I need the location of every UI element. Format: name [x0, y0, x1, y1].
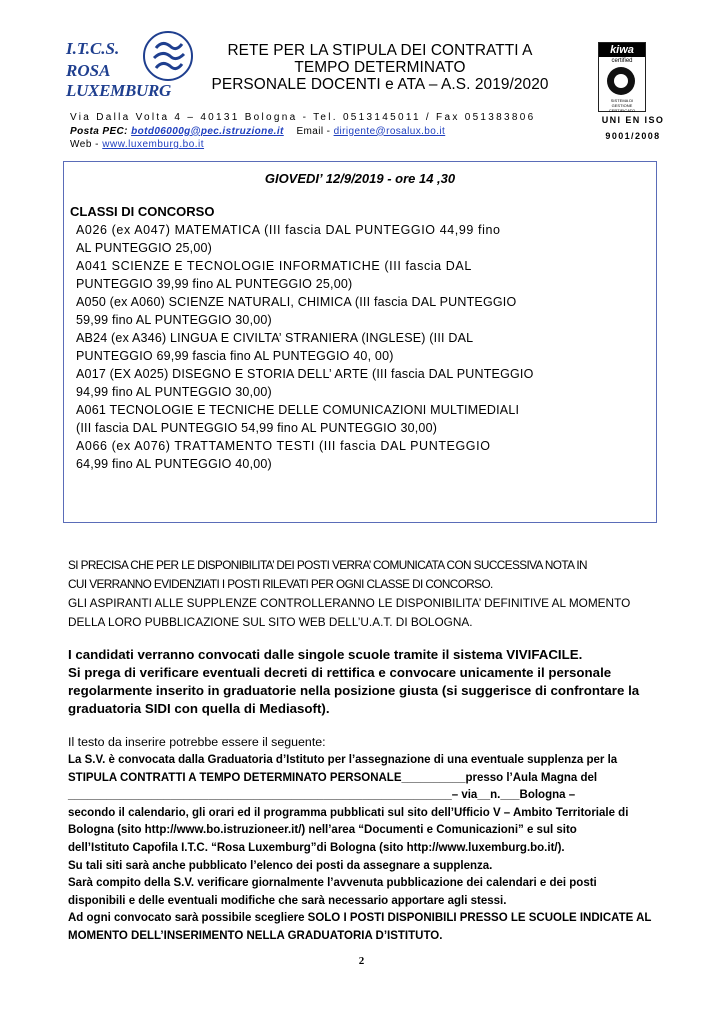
website-link[interactable]: www.luxemburg.bo.it: [102, 139, 205, 150]
testo-line: MOMENTO DELL’INSERIMENTO NELLA GRADUATORIA D’ISTITUTO.: [68, 929, 443, 942]
classe-line: 94,99 fino AL PUNTEGGIO 30,00): [76, 385, 272, 399]
title-line: RETE PER LA STIPULA DEI CONTRATTI A: [227, 42, 533, 59]
candidati-line: I candidati verranno convocati dalle singole scuole tramite il sistema VIVIFACILE.: [68, 647, 583, 662]
iso-line: 9001/2008: [605, 131, 661, 141]
cert-small-text: SISTEMA DI GESTIONE CERTIFICATO: [608, 98, 636, 113]
email-link[interactable]: dirigente@rosalux.bo.it: [333, 125, 446, 137]
address-line: Via Dalla Volta 4 – 40131 Bologna - Tel. 0513145011 / Fax 051383806: [70, 112, 536, 123]
testo-line: Bologna (sito http://www.bo.istruzioneer.it/) nell’area “Documenti e Comunicazioni” e sul sito: [68, 824, 577, 837]
classe-line: A026 (ex A047) MATEMATICA (III fascia DAL PUNTEGGIO 44,99 fino: [76, 223, 501, 237]
classe-line: PUNTEGGIO 39,99 fino AL PUNTEGGIO 25,00): [76, 277, 353, 291]
convocation-date: GIOVEDI’ 12/9/2019 - ore 14 ,30: [264, 171, 456, 186]
classi-list: [76, 221, 651, 473]
testo-intro: Il testo da inserire potrebbe essere il seguente:: [68, 735, 326, 749]
logo-text-line: LUXEMBURG: [66, 81, 171, 100]
note-line: DELLA LORO PUBBLICAZIONE SUL SITO WEB DELL’U.A.T. DI BOLOGNA.: [68, 615, 473, 629]
cert-sub: certified: [611, 58, 633, 64]
classe-line: A050 (ex A060) SCIENZE NATURALI, CHIMICA (III fascia DAL PUNTEGGIO: [76, 295, 517, 309]
candidati-line: Si prega di verificare eventuali decreti di rettifica e convocare unicamente il personale: [68, 665, 612, 680]
classe-line: A061 TECNOLOGIE E TECNICHE DELLE COMUNICAZIONI MULTIMEDIALI: [76, 403, 520, 417]
classe-line: A017 (EX A025) DISEGNO E STORIA DELL’ ARTE (III fascia DAL PUNTEGGIO: [76, 367, 534, 381]
classe-line: (III fascia DAL PUNTEGGIO 54,99 fino AL PUNTEGGIO 30,00): [76, 421, 438, 435]
classe-line: AL PUNTEGGIO 25,00): [76, 241, 213, 255]
document-title: [190, 42, 570, 93]
certification-logo: [598, 42, 648, 114]
testo-line: dell’Istituto Capofila I.T.C. “Rosa Luxemburg”di Bologna (sito http://www.luxemburg.bo.it/).: [68, 841, 565, 854]
testo-line: Sarà compito della S.V. verificare giornalmente l’avvenuta pubblicazione dei calendari e dei posti: [68, 877, 597, 890]
cert-brand: kiwa: [599, 43, 645, 57]
testo-line: Su tali siti sarà anche pubblicato l’elenco dei posti da assegnare a supplenza.: [68, 859, 493, 872]
email-label: Email -: [296, 125, 331, 137]
candidati-paragraph: [68, 646, 678, 718]
testo-line: STIPULA CONTRATTI A TEMPO DETERMINATO PERSONALE__________presso l’Aula Magna del: [68, 771, 598, 784]
logo-text-line: I.T.C.S.: [66, 39, 120, 58]
title-line: TEMPO DETERMINATO: [294, 59, 466, 76]
testo-template: [68, 752, 672, 946]
classe-line: A066 (ex A076) TRATTAMENTO TESTI (III fascia DAL PUNTEGGIO: [76, 439, 491, 453]
logo-text-line: ROSA: [66, 61, 111, 80]
iso-certification: [588, 112, 678, 144]
testo-line: La S.V. è convocata dalla Graduatoria d’Istituto per l’assegnazione di una eventuale supplenza per la: [68, 754, 618, 766]
note-line: CUI VERRANNO EVIDENZIATI I POSTI RILEVATI PER OGNI CLASSE DI CONCORSO.: [68, 577, 493, 591]
testo-line: secondo il calendario, gli orari ed il programma pubblicati sul sito dell’Ufficio V – Ambito Territoriale di: [68, 806, 629, 819]
classi-title: CLASSI DI CONCORSO: [70, 204, 215, 219]
school-address-block: [70, 111, 535, 152]
logo-emblem-icon: [140, 26, 196, 86]
classe-line: A041 SCIENZE E TECNOLOGIE INFORMATICHE (III fascia DAL: [76, 259, 472, 273]
classe-line: AB24 (ex A346) LINGUA E CIVILTA’ STRANIERA (INGLESE) (III DAL: [76, 331, 474, 345]
testo-line: disponibili e delle eventuali modifiche che sarà necessario apportare agli stessi.: [68, 894, 507, 907]
title-line: PERSONALE DOCENTI e ATA – A.S. 2019/2020: [211, 76, 549, 93]
classe-line: 59,99 fino AL PUNTEGGIO 30,00): [76, 313, 272, 327]
candidati-line: graduatoria SIDI con quella di Mediasoft).: [68, 701, 330, 716]
pec-label: Posta PEC:: [70, 125, 128, 137]
candidati-line: regolarmente inserito in graduatorie nella posizione giusta (si suggerisce di confrontare la: [68, 683, 640, 698]
pec-email-link[interactable]: botd06000g@pec.istruzione.it: [131, 125, 284, 137]
classe-line: PUNTEGGIO 69,99 fascia fino AL PUNTEGGIO 40, 00): [76, 349, 394, 363]
iso-line: UNI EN ISO: [601, 115, 665, 125]
availability-note: [68, 556, 630, 632]
page-number: 2: [358, 955, 365, 967]
testo-line: Ad ogni convocato sarà possibile scegliere SOLO I POSTI DISPONIBILI PRESSO LE SCUOLE INDICATE AL: [68, 912, 652, 925]
classe-line: 64,99 fino AL PUNTEGGIO 40,00): [76, 457, 272, 471]
note-line: GLI ASPIRANTI ALLE SUPPLENZE CONTROLLERANNO LE DISPONIBILITA’ DEFINITIVE AL MOMENTO: [68, 596, 631, 610]
web-label: Web -: [70, 139, 99, 150]
testo-line: ____________________________________________________________– via__n.___Bologna –: [68, 789, 576, 802]
school-logo: [66, 26, 194, 100]
note-line: SI PRECISA CHE PER LE DISPONIBILITA’ DEI POSTI VERRA’ COMUNICATA CON SUCCESSIVA NOTA IN: [68, 558, 587, 572]
cert-seal-icon: [607, 67, 635, 95]
convocation-box: [63, 161, 657, 523]
